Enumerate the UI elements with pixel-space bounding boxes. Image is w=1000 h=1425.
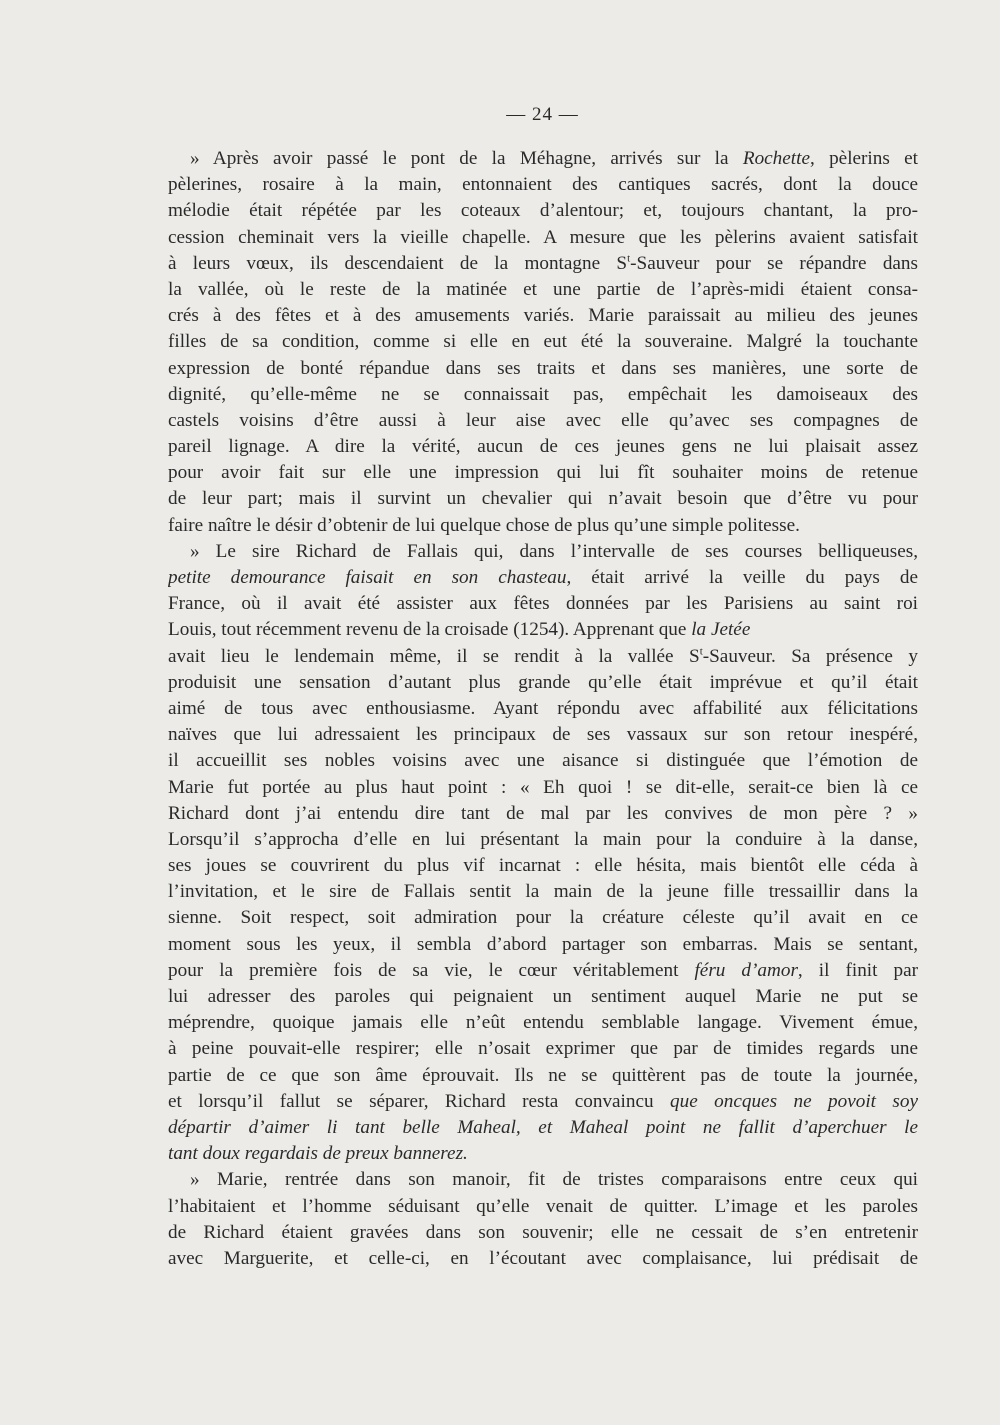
italic-text: féru d’amor	[694, 959, 798, 981]
text-segment: pèlerines, rosaire à la main, entonnaient des cantiques sacrés, dont la douce	[168, 174, 918, 196]
text-segment: » Marie, rentrée dans son manoir, fit de tristes comparaisons entre ceux qui	[190, 1169, 918, 1191]
text-segment: avait lieu le lendemain même, il se rendit à la vallée S	[168, 645, 700, 667]
italic-text: tant doux regardais de preux bannerez.	[168, 1143, 468, 1165]
text-segment: pour avoir fait sur elle une impression qui lui fît souhaiter moins de retenue	[168, 462, 918, 484]
text-segment: aimé de tous avec enthousiasme. Ayant répondu avec affabilité aux félicitations	[168, 697, 918, 719]
text-line	[168, 1089, 918, 1115]
text-line	[168, 801, 918, 827]
text-segment: et lorsqu’il fallut se séparer, Richard resta convaincu	[168, 1090, 671, 1112]
text-line	[168, 434, 918, 460]
italic-text: petite demourance faisait en son chasteau	[168, 567, 567, 588]
text-line	[168, 984, 918, 1010]
text-segment: mélodie était répétée par les coteaux d’alentour; et, toujours chantant, la pro-	[168, 200, 918, 222]
text-line	[168, 1063, 918, 1089]
italic-text: Rochette	[742, 148, 810, 169]
text-line	[168, 460, 918, 486]
text-segment: l’invitation, et le sire de Fallais sentit la main de la jeune fille tressaillir dans la	[168, 881, 918, 903]
text-line	[168, 958, 918, 984]
text-segment: » Le sire Richard de Fallais qui, dans l’intervalle de ses courses belliqueuses,	[190, 540, 918, 562]
text-line	[168, 617, 918, 643]
text-segment: lui adresser des paroles qui peignaient un sentiment auquel Marie ne put se	[168, 986, 918, 1007]
text-line	[168, 303, 918, 329]
text-segment: faire naître le désir d’obtenir de lui quelque chose de plus qu’une simple politesse.	[168, 514, 800, 536]
text-segment: méprendre, quoique jamais elle n’eût entendu semblable langage. Vivement émue,	[168, 1012, 918, 1034]
text-line	[168, 1010, 918, 1036]
text-line	[168, 1036, 918, 1062]
text-segment: moment sous les yeux, il sembla d’abord partager son embarras. Mais se sentant,	[168, 933, 918, 955]
body-text	[168, 146, 918, 1272]
text-line	[168, 644, 918, 670]
text-segment: France, où il avait été assister aux fêtes données par les Parisiens au saint roi	[168, 593, 918, 615]
text-segment: produisit une sensation d’autant plus grande qu’elle était imprévue et qu’il était	[168, 671, 918, 693]
italic-text: départir d’aimer li tant belle Maheal, et Maheal point ne fallit d’aperchuer le	[168, 1116, 918, 1138]
text-line	[168, 722, 918, 748]
text-segment: Marie fut portée au plus haut point : « Eh quoi ! se dit-elle, serait-ce bien là ce	[168, 776, 918, 798]
text-segment: à peine pouvait-elle respirer; elle n’osait exprimer que par de timides regards une	[168, 1038, 918, 1060]
text-line	[168, 1115, 918, 1141]
superscript-text: t	[627, 252, 631, 265]
text-line	[168, 408, 918, 434]
text-line	[168, 172, 918, 198]
text-line	[168, 277, 918, 303]
text-line	[168, 356, 918, 382]
italic-text: la Jetée	[691, 619, 751, 641]
text-line	[168, 1246, 918, 1272]
text-line	[168, 1167, 918, 1193]
text-segment: il accueillit ses nobles voisins avec une aisance si distinguée que l’émotion de	[168, 750, 918, 772]
text-line	[168, 486, 918, 512]
text-line	[168, 775, 918, 801]
text-segment: cession cheminait vers la vieille chapelle. A mesure que les pèlerins avaient satisfait	[168, 226, 918, 248]
text-line	[168, 591, 918, 617]
text-segment: filles de sa condition, comme si elle en eut été la souveraine. Malgré la touchante	[168, 331, 918, 353]
text-segment: castels voisins d’être aussi à leur aise avec elle qu’avec ses compagnes de	[168, 409, 918, 431]
text-line	[168, 696, 918, 722]
text-segment: avec Marguerite, et celle-ci, en l’écoutant avec complaisance, lui prédisait de	[168, 1247, 918, 1269]
italic-text: que oncques ne povoit soy	[670, 1090, 918, 1112]
text-segment: Louis, tout récemment revenu de la croisade (1254). Apprenant que	[168, 619, 692, 641]
text-segment: pour la première fois de sa vie, le cœur véritablement	[168, 959, 695, 981]
text-line	[168, 539, 918, 565]
text-segment: » Après avoir passé le pont de la Méhagne, arrivés sur la	[190, 148, 743, 169]
page-number: — 24 —	[506, 104, 579, 125]
text-line	[168, 146, 918, 172]
text-segment: à leurs vœux, ils descendaient de la montagne S	[168, 252, 628, 274]
text-line	[168, 879, 918, 905]
text-segment: Richard dont j’ai entendu dire tant de mal par les convives de mon père ? »	[168, 802, 918, 824]
text-segment: , il finit par	[797, 959, 918, 981]
text-segment: , était arrivé la veille du pays de	[566, 567, 918, 588]
text-segment: sienne. Soit respect, soit admiration pour la créature céleste qu’il avait en ce	[168, 907, 918, 929]
text-segment: crés à des fêtes et à des amusements variés. Marie paraissait au milieu des jeunes	[168, 305, 918, 327]
text-line	[168, 670, 918, 696]
text-line	[168, 198, 918, 224]
text-segment: Lorsqu’il s’approcha d’elle en lui présentant la main pour la conduire à la danse,	[168, 828, 918, 850]
text-segment: dignité, qu’elle-même ne se connaissait pas, empêchait les damoiseaux des	[168, 383, 918, 405]
text-segment: , pèlerins et	[809, 148, 918, 169]
text-segment: de leur part; mais il survint un chevalier qui n’avait besoin que d’être vu pour	[168, 488, 918, 510]
text-segment: -Sauveur. Sa présence y	[702, 645, 918, 667]
text-segment: de Richard étaient gravées dans son souvenir; elle ne cessait de s’en entretenir	[168, 1221, 918, 1243]
text-line	[168, 1220, 918, 1246]
text-segment: ses joues se couvrirent du plus vif incarnat : elle hésita, mais bientôt elle céda à	[168, 855, 918, 877]
text-line	[168, 827, 918, 853]
text-line	[168, 565, 918, 591]
text-line	[168, 905, 918, 931]
text-segment: la vallée, où le reste de la matinée et une partie de l’après-midi étaient consa-	[168, 278, 918, 300]
text-line	[168, 853, 918, 879]
text-line	[168, 329, 918, 355]
text-line	[168, 225, 918, 251]
text-line	[168, 1141, 918, 1167]
text-line	[168, 1194, 918, 1220]
text-segment: naïves que lui adressaient les principaux de ses vassaux sur son retour inespéré,	[168, 724, 918, 746]
superscript-text: t	[699, 645, 703, 658]
text-line	[168, 382, 918, 408]
text-segment: l’habitaient et l’homme séduisant qu’elle venait de quitter. L’image et les paroles	[168, 1195, 918, 1217]
text-line	[168, 932, 918, 958]
text-segment: -Sauveur pour se répandre dans	[630, 252, 918, 274]
text-line	[168, 748, 918, 774]
text-segment: expression de bonté répandue dans ses traits et dans ses manières, une sorte de	[168, 357, 918, 379]
text-line	[168, 251, 918, 277]
text-line	[168, 513, 918, 539]
text-segment: pareil lignage. A dire la vérité, aucun de ces jeunes gens ne lui plaisait assez	[168, 436, 918, 458]
text-segment: partie de ce que son âme éprouvait. Ils ne se quittèrent pas de toute la journée,	[168, 1064, 918, 1086]
